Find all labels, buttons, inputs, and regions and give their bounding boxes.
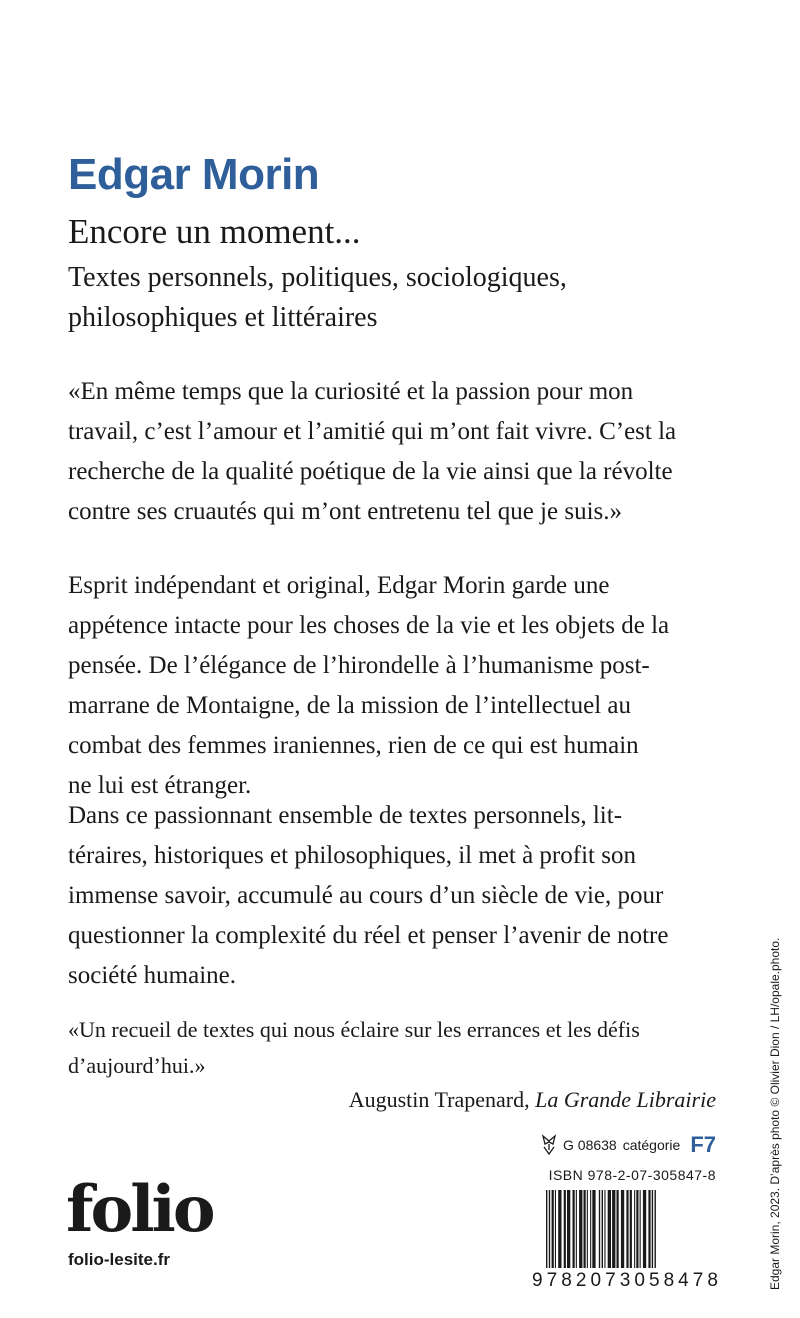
barcode-bar <box>636 1190 638 1270</box>
barcode-bar <box>640 1190 641 1270</box>
barcode-bar <box>573 1190 575 1270</box>
text-line: société humaine. <box>68 962 236 989</box>
barcode-bar <box>576 1190 577 1270</box>
review-line: «Un recueil de textes qui nous éclaire sur les errances et les défis <box>68 1017 640 1042</box>
barcode-bar <box>555 1190 556 1270</box>
barcode-bar <box>648 1190 650 1270</box>
catalog-info <box>541 1130 716 1190</box>
subtitle-line: philosophiques et littéraires <box>68 302 378 333</box>
barcode-bar <box>608 1190 611 1270</box>
barcode-bar <box>552 1190 554 1270</box>
barcode-bar <box>630 1190 632 1270</box>
quote-line: travail, c’est l’amour et l’amitié qui m’ont fait vivre. C’est la <box>68 418 677 445</box>
text-line: appétence intacte pour les choses de la vie et les objets de la <box>68 612 670 639</box>
folio-bird-icon <box>541 1134 557 1156</box>
text-line: combat des femmes iraniennes, rien de ce qui est humain <box>68 732 639 759</box>
review-line: d’aujourd’hui.» <box>68 1053 206 1078</box>
barcode-bar <box>590 1190 591 1270</box>
barcode-bar <box>558 1190 561 1270</box>
text-line: questionner la complexité du réel et penser l’avenir de notre <box>68 922 669 949</box>
barcode-bar <box>604 1190 605 1270</box>
barcode-bar <box>579 1190 582 1270</box>
review-attribution <box>349 1082 716 1118</box>
text-line: Dans ce passionnant ensemble de textes personnels, lit- <box>68 802 623 829</box>
author-quote <box>68 372 716 532</box>
text-line: marrane de Montaigne, de la mission de l’intellectuel au <box>68 692 632 719</box>
barcode-bar <box>643 1190 646 1270</box>
barcode-bar <box>592 1190 595 1270</box>
book-subtitle <box>68 258 708 338</box>
text-line: pensée. De l’élégance de l’hirondelle à l’humanisme post- <box>68 652 650 679</box>
photo-credit: Edgar Morin, 2023. D’après photo © Olivier Dion / LH/opale.photo. <box>768 937 782 1290</box>
website-link[interactable]: folio-lesite.fr <box>68 1250 171 1269</box>
barcode-bar <box>584 1190 586 1270</box>
author-name: Edgar Morin <box>68 150 320 199</box>
barcode-bar <box>587 1190 588 1270</box>
isbn-barcode <box>532 1190 718 1290</box>
description-paragraph-1 <box>68 566 716 806</box>
catalog-code-row <box>541 1130 716 1160</box>
review-source: La Grande Librairie <box>535 1087 716 1112</box>
catalog-code: G 08638 <box>563 1137 617 1153</box>
barcode-bar <box>626 1190 628 1270</box>
barcode-bar <box>617 1190 619 1270</box>
text-line: ne lui est étranger. <box>68 772 252 799</box>
text-line: immense savoir, accumulé au cours d’un siècle de vie, pour <box>68 882 664 909</box>
category-label: catégorie <box>622 1137 681 1153</box>
quote-line: contre ses cruautés qui m’ont entretenu tel que je suis.» <box>68 498 623 525</box>
folio-logo: folio <box>66 1172 213 1247</box>
barcode-bar <box>564 1190 566 1270</box>
barcode-bar <box>634 1190 635 1270</box>
category-value: F7 <box>690 1132 716 1157</box>
isbn: ISBN 978-2-07-305847-8 <box>548 1167 716 1183</box>
description-paragraph-2 <box>68 796 716 996</box>
quote-line: «En même temps que la curiosité et la passion pour mon <box>68 378 634 405</box>
review-quote <box>68 1012 716 1084</box>
text-line: Esprit indépendant et original, Edgar Morin garde une <box>68 572 610 599</box>
barcode-bar <box>612 1190 615 1270</box>
barcode-bar <box>567 1190 570 1270</box>
reviewer-name: Augustin Trapenard, <box>348 1087 536 1112</box>
text-line: téraires, historiques et philosophiques, il met à profit son <box>68 842 636 869</box>
barcode-bar <box>621 1190 624 1270</box>
book-title: Encore un moment... <box>68 212 361 251</box>
quote-line: recherche de la qualité poétique de la vie ainsi que la révolte <box>68 458 673 485</box>
subtitle-line: Textes personnels, politiques, sociologiques, <box>68 262 567 293</box>
barcode-number: 9782073058478 <box>532 1270 718 1290</box>
